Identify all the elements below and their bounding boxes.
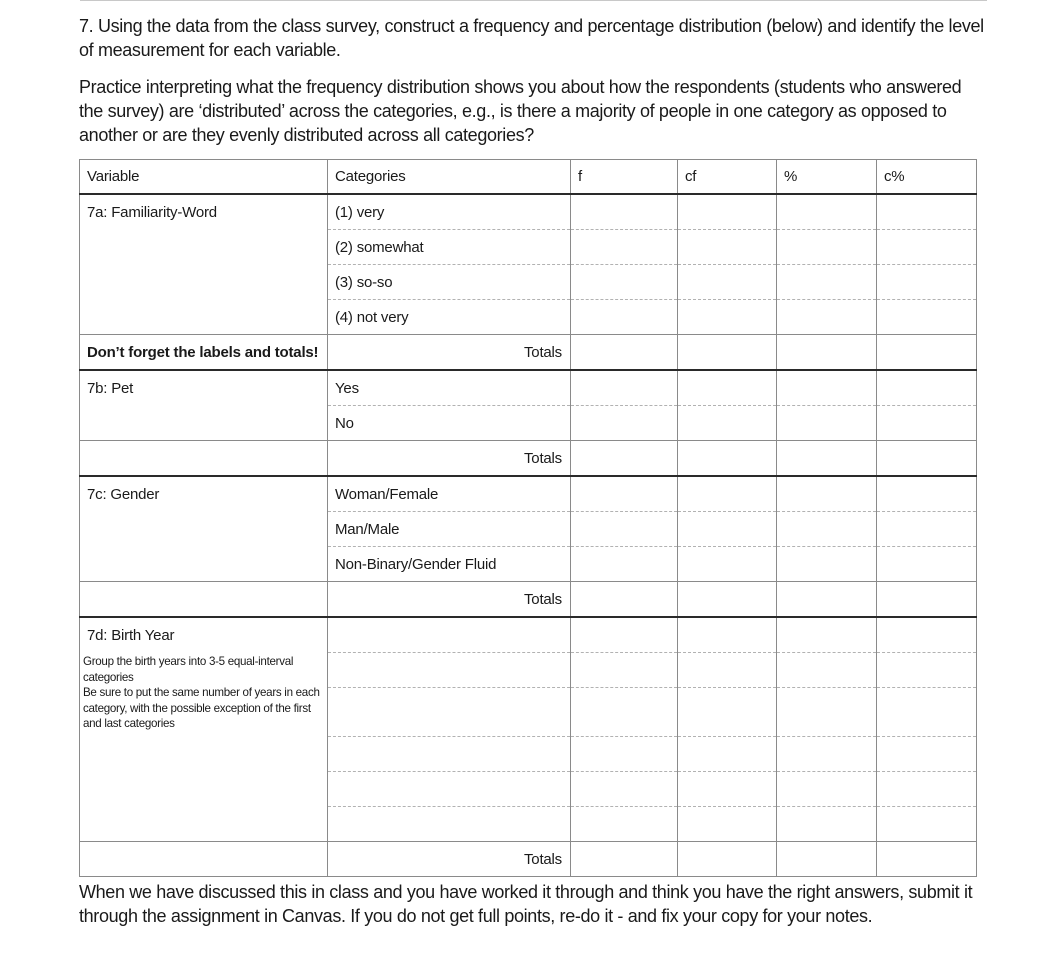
cpercent-total-cell[interactable] bbox=[877, 582, 977, 618]
f-cell[interactable] bbox=[571, 194, 678, 230]
category-cell: (1) very bbox=[328, 194, 571, 230]
cpercent-cell[interactable] bbox=[877, 807, 977, 842]
variable-7a-label: 7a: Familiarity-Word bbox=[80, 194, 328, 335]
top-divider bbox=[80, 0, 987, 1]
header-categories: Categories bbox=[328, 160, 571, 195]
table-row bbox=[80, 194, 977, 230]
cpercent-cell[interactable] bbox=[877, 772, 977, 807]
percent-cell[interactable] bbox=[777, 265, 877, 300]
percent-cell[interactable] bbox=[777, 512, 877, 547]
totals-label: Totals bbox=[328, 335, 571, 371]
f-cell[interactable] bbox=[571, 265, 678, 300]
f-cell[interactable] bbox=[571, 512, 678, 547]
category-cell: (3) so-so bbox=[328, 265, 571, 300]
percent-cell[interactable] bbox=[777, 476, 877, 512]
cpercent-total-cell[interactable] bbox=[877, 842, 977, 877]
cpercent-cell[interactable] bbox=[877, 688, 977, 737]
f-total-cell[interactable] bbox=[571, 441, 678, 477]
table-row bbox=[80, 476, 977, 512]
percent-cell[interactable] bbox=[777, 230, 877, 265]
cf-cell[interactable] bbox=[678, 653, 777, 688]
category-cell: No bbox=[328, 406, 571, 441]
f-total-cell[interactable] bbox=[571, 582, 678, 618]
percent-cell[interactable] bbox=[777, 194, 877, 230]
empty-cell bbox=[80, 582, 328, 618]
empty-cell bbox=[80, 441, 328, 477]
category-cell[interactable] bbox=[328, 653, 571, 688]
variable-7d-cell bbox=[80, 617, 328, 842]
cf-cell[interactable] bbox=[678, 688, 777, 737]
f-cell[interactable] bbox=[571, 688, 678, 737]
cf-total-cell[interactable] bbox=[678, 842, 777, 877]
percent-cell[interactable] bbox=[777, 688, 877, 737]
reminder-text: Don’t forget the labels and totals! bbox=[80, 335, 328, 371]
cf-cell[interactable] bbox=[678, 476, 777, 512]
birth-year-instruction-1: Group the birth years into 3-5 equal-interval categories bbox=[83, 655, 294, 684]
f-cell[interactable] bbox=[571, 300, 678, 335]
cf-cell[interactable] bbox=[678, 230, 777, 265]
percent-total-cell[interactable] bbox=[777, 842, 877, 877]
cf-cell[interactable] bbox=[678, 512, 777, 547]
cf-cell[interactable] bbox=[678, 194, 777, 230]
cpercent-cell[interactable] bbox=[877, 406, 977, 441]
variable-7b-label: 7b: Pet bbox=[80, 370, 328, 441]
f-cell[interactable] bbox=[571, 370, 678, 406]
category-cell: Non-Binary/Gender Fluid bbox=[328, 547, 571, 582]
category-cell[interactable] bbox=[328, 807, 571, 842]
header-variable: Variable bbox=[80, 160, 328, 195]
cpercent-cell[interactable] bbox=[877, 617, 977, 653]
header-row bbox=[80, 160, 977, 195]
percent-cell[interactable] bbox=[777, 653, 877, 688]
category-cell: (2) somewhat bbox=[328, 230, 571, 265]
question-text: 7. Using the data from the class survey, construct a frequency and percentage distribution (below) and identify the level of measurement for each variable. bbox=[79, 16, 984, 60]
percent-cell[interactable] bbox=[777, 406, 877, 441]
percent-total-cell[interactable] bbox=[777, 582, 877, 618]
distribution-table bbox=[79, 159, 977, 877]
cpercent-cell[interactable] bbox=[877, 370, 977, 406]
category-cell[interactable] bbox=[328, 772, 571, 807]
percent-total-cell[interactable] bbox=[777, 441, 877, 477]
totals-row-7d bbox=[80, 842, 977, 877]
f-cell[interactable] bbox=[571, 476, 678, 512]
category-cell[interactable] bbox=[328, 617, 571, 653]
totals-label: Totals bbox=[328, 441, 571, 477]
totals-row-7c bbox=[80, 582, 977, 618]
cf-total-cell[interactable] bbox=[678, 582, 777, 618]
percent-cell[interactable] bbox=[777, 370, 877, 406]
category-cell: (4) not very bbox=[328, 300, 571, 335]
cf-cell[interactable] bbox=[678, 617, 777, 653]
cf-cell[interactable] bbox=[678, 547, 777, 582]
f-cell[interactable] bbox=[571, 617, 678, 653]
f-total-cell[interactable] bbox=[571, 335, 678, 371]
f-cell[interactable] bbox=[571, 230, 678, 265]
category-cell[interactable] bbox=[328, 737, 571, 772]
variable-7d-label: 7d: Birth Year bbox=[87, 627, 175, 644]
cf-cell[interactable] bbox=[678, 370, 777, 406]
category-cell[interactable] bbox=[328, 688, 571, 737]
category-cell: Woman/Female bbox=[328, 476, 571, 512]
cpercent-cell[interactable] bbox=[877, 547, 977, 582]
totals-label: Totals bbox=[328, 582, 571, 618]
cf-total-cell[interactable] bbox=[678, 441, 777, 477]
totals-row-7b bbox=[80, 441, 977, 477]
header-cumulative-percent: c% bbox=[877, 160, 977, 195]
percent-cell[interactable] bbox=[777, 547, 877, 582]
cpercent-total-cell[interactable] bbox=[877, 335, 977, 371]
cf-cell[interactable] bbox=[678, 406, 777, 441]
cpercent-cell[interactable] bbox=[877, 476, 977, 512]
empty-cell bbox=[80, 842, 328, 877]
percent-cell[interactable] bbox=[777, 300, 877, 335]
variable-7c-label: 7c: Gender bbox=[80, 476, 328, 582]
cpercent-cell[interactable] bbox=[877, 265, 977, 300]
cf-cell[interactable] bbox=[678, 300, 777, 335]
cpercent-total-cell[interactable] bbox=[877, 441, 977, 477]
f-total-cell[interactable] bbox=[571, 842, 678, 877]
f-cell[interactable] bbox=[571, 737, 678, 772]
cpercent-cell[interactable] bbox=[877, 512, 977, 547]
header-percent: % bbox=[777, 160, 877, 195]
percent-cell[interactable] bbox=[777, 772, 877, 807]
cf-cell[interactable] bbox=[678, 807, 777, 842]
totals-row-7a bbox=[80, 335, 977, 371]
f-cell[interactable] bbox=[571, 406, 678, 441]
cf-cell[interactable] bbox=[678, 265, 777, 300]
cpercent-cell[interactable] bbox=[877, 653, 977, 688]
f-cell[interactable] bbox=[571, 547, 678, 582]
percent-cell[interactable] bbox=[777, 807, 877, 842]
header-cf: cf bbox=[678, 160, 777, 195]
f-cell[interactable] bbox=[571, 807, 678, 842]
cpercent-cell[interactable] bbox=[877, 737, 977, 772]
percent-total-cell[interactable] bbox=[777, 335, 877, 371]
footer-text: When we have discussed this in class and you have worked it through and think you have the right answers, submit it through the assignment in Canvas. If you do not get full points, re-do it - and fix your copy for your notes. bbox=[79, 882, 973, 926]
practice-text: Practice interpreting what the frequency distribution shows you about how the respondents (students who answered the survey) are ‘distributed’ across the categories, e.g., is there a majority of people in one category as opposed to another or are they evenly distributed across all categories? bbox=[79, 77, 962, 145]
cpercent-cell[interactable] bbox=[877, 230, 977, 265]
header-f: f bbox=[571, 160, 678, 195]
cf-cell[interactable] bbox=[678, 772, 777, 807]
table-row bbox=[80, 617, 977, 653]
totals-label: Totals bbox=[328, 842, 571, 877]
f-cell[interactable] bbox=[571, 653, 678, 688]
f-cell[interactable] bbox=[571, 772, 678, 807]
cpercent-cell[interactable] bbox=[877, 194, 977, 230]
table-row bbox=[80, 370, 977, 406]
cf-total-cell[interactable] bbox=[678, 335, 777, 371]
cpercent-cell[interactable] bbox=[877, 300, 977, 335]
birth-year-instruction-2: Be sure to put the same number of years in each category, with the possible exception of the first and last categories bbox=[83, 686, 320, 730]
category-cell: Yes bbox=[328, 370, 571, 406]
category-cell: Man/Male bbox=[328, 512, 571, 547]
percent-cell[interactable] bbox=[777, 737, 877, 772]
percent-cell[interactable] bbox=[777, 617, 877, 653]
cf-cell[interactable] bbox=[678, 737, 777, 772]
